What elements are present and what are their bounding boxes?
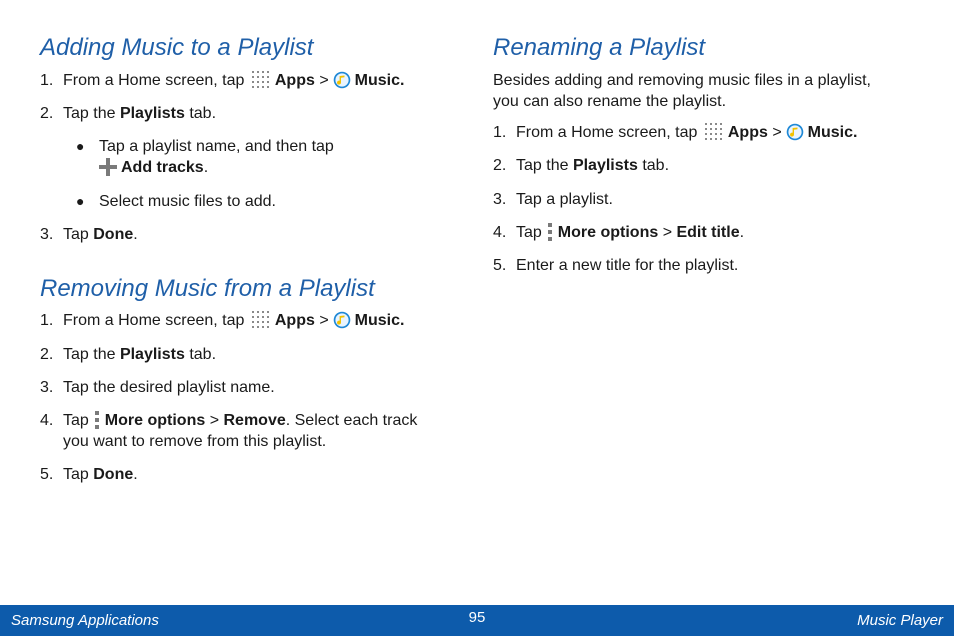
plus-icon: [99, 158, 117, 176]
apps-grid-icon: [704, 122, 724, 142]
page-number: 95: [468, 609, 486, 626]
more-options-icon: [94, 410, 100, 430]
renaming-intro-1: Besides adding and removing music files in a playlist,: [493, 72, 871, 89]
adding-heading: Adding Music to a Playlist: [40, 34, 314, 61]
music-app-icon: [786, 123, 804, 141]
apps-grid-icon: [251, 70, 271, 90]
renaming-intro-2: you can also rename the playlist.: [493, 93, 727, 110]
page-footer: [0, 605, 954, 636]
more-options-icon: [547, 222, 553, 242]
footer-section-name: Samsung Applications: [11, 612, 159, 629]
footer-chapter-name: Music Player: [857, 612, 943, 629]
apps-grid-icon: [251, 310, 271, 330]
music-app-icon: [333, 311, 351, 329]
music-app-icon: [333, 71, 351, 89]
renaming-heading: Renaming a Playlist: [493, 34, 706, 61]
removing-heading: Removing Music from a Playlist: [40, 275, 375, 302]
